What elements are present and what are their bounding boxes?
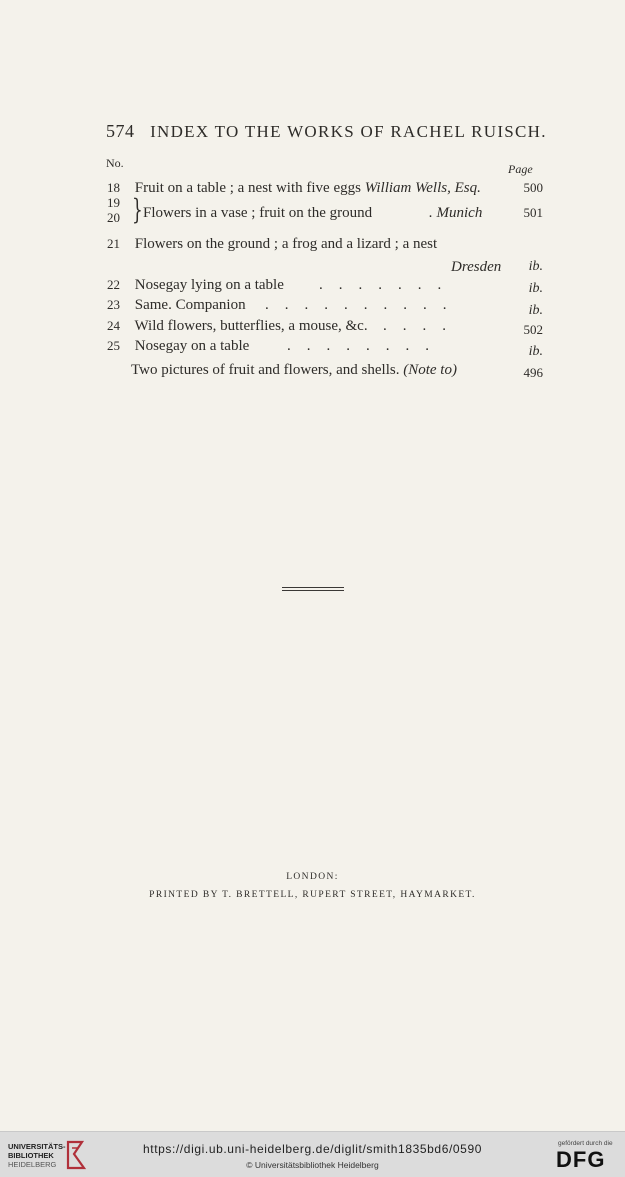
entry-title: Nosegay on a table (134, 338, 250, 354)
leader-dots: ........ (287, 338, 445, 354)
leader-dots: ....... (319, 277, 458, 293)
entry-title: Nosegay lying on a table (134, 277, 284, 293)
entry-page: 502 (523, 322, 543, 337)
entry-page: 496 (523, 365, 543, 380)
entry-page: 501 (523, 205, 543, 220)
imprint-printer: PRINTED BY T. BRETTELL, RUPERT STREET, HAYMARKET. (149, 890, 476, 900)
brace-mark: } (132, 193, 143, 226)
index-entry (107, 338, 543, 359)
imprint-city: LONDON: (286, 872, 339, 882)
index-entry (107, 180, 543, 197)
entry-number: 21 (107, 236, 120, 251)
logo-line: UNIVERSITÄTS- (8, 1142, 66, 1151)
entry-note: (Note to) (403, 362, 457, 378)
index-entry (107, 277, 543, 294)
entry-location: William Wells, Esq. (364, 180, 481, 196)
index-entry (107, 297, 543, 318)
column-label-page: Page (508, 162, 533, 176)
index-entry (107, 236, 543, 253)
entry-title: Two pictures of fruit and flowers, and shells. (131, 362, 400, 378)
entry-location: . Munich (429, 205, 483, 221)
entry-number: 24 (107, 318, 120, 333)
entry-page: ib. (528, 259, 543, 274)
entry-page: 500 (523, 180, 543, 195)
logo-line: BIBLIOTHEK (8, 1151, 54, 1160)
entry-number: 22 (107, 277, 120, 292)
entry-title: Same. Companion (134, 297, 246, 313)
entry-number: 19 (107, 195, 120, 210)
copyright-notice: © Universitätsbibliothek Heidelberg (246, 1160, 379, 1170)
section-rule (282, 590, 344, 591)
section-rule (282, 587, 344, 588)
entry-number: 20 (107, 210, 120, 225)
entry-number: 18 (107, 180, 120, 195)
library-footer (0, 1131, 625, 1177)
index-entry (131, 362, 543, 379)
entry-title: Fruit on a table ; a nest with five eggs (134, 180, 361, 196)
page-number: 574 (106, 121, 135, 141)
permalink-url[interactable]: https://digi.ub.uni-heidelberg.de/diglit/smith1835bd6/0590 (142, 1142, 482, 1156)
leader-dots: .......... (265, 297, 463, 313)
entry-title: Flowers on the ground ; a frog and a lizard ; a nest (134, 236, 438, 252)
entry-page: ib. (528, 281, 543, 296)
page-title: INDEX TO THE WORKS OF RACHEL RUISCH. (150, 122, 547, 141)
entry-page: ib. (528, 344, 543, 359)
entry-title: Wild flowers, butterflies, a mouse, &c. (134, 318, 368, 334)
running-header (106, 121, 547, 142)
dfg-logo: DFG (556, 1147, 606, 1172)
column-label-no: No. (106, 156, 124, 170)
entry-number: 25 (107, 338, 120, 353)
entry-number-pair (107, 195, 120, 225)
entry-title: Flowers in a vase ; fruit on the ground (143, 205, 373, 221)
entry-page: ib. (528, 303, 543, 318)
leader-dots: .... (383, 318, 462, 334)
logo-line: HEIDELBERG (8, 1160, 57, 1169)
index-entry (107, 318, 543, 335)
entry-location: Dresden (451, 259, 502, 275)
funding-note: gefördert durch die (558, 1140, 613, 1147)
entry-number: 23 (107, 297, 120, 312)
index-entry (143, 205, 543, 222)
